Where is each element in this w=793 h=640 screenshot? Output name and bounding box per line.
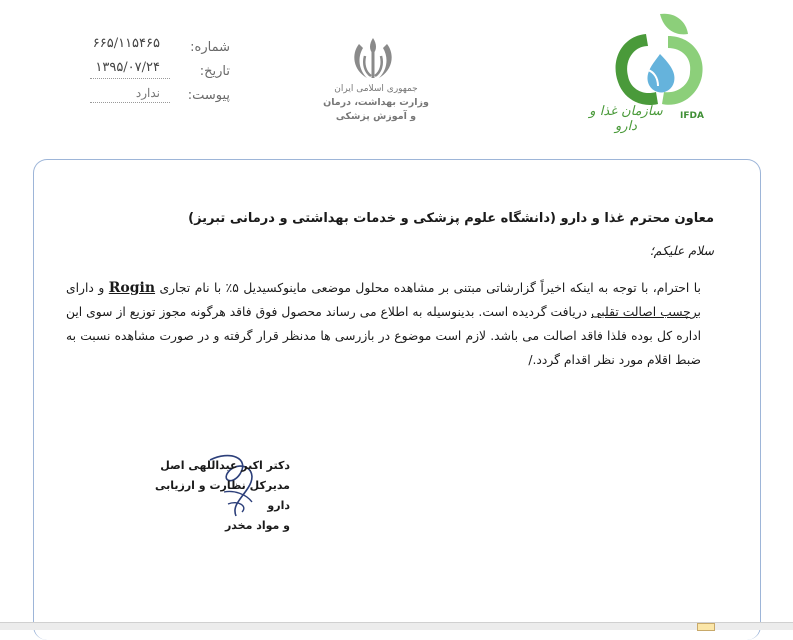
date-label: تاریخ: [199, 64, 230, 79]
letter-recipient: معاون محترم غذا و دارو (دانشگاه علوم پزشکی و خدمات بهداشتی و درمانی تبریز) [188, 211, 714, 226]
signatory-title-2: و مواد مخدر [224, 519, 290, 532]
brand-name: Rogin [108, 280, 156, 296]
org-abbreviation: IFDA [680, 111, 704, 121]
body-text-3: دریافت گردیده است. بدینوسیله به اطلاع می رساند محصول فوق فاقد هرگونه مجوز توزیع از سوی این اداره کل بوده فلذا فاقد اصالت می باشد. لازم است موضوع در بازرسی ها مدنظر قرار گرفته و در صورت مشاهده نسبت به ضبط اقلام مورد نظر اقدام گردد./ [66, 305, 701, 367]
ministry-line-2: وزارت بهداشت، درمان [323, 97, 429, 108]
attachment-value: ندارد [135, 86, 160, 100]
attachment-label: پیوست: [187, 88, 230, 103]
iran-emblem-icon [341, 34, 405, 84]
meta-date-row [60, 60, 240, 84]
letter-meta [60, 36, 240, 108]
ministry-block [300, 82, 452, 124]
body-underlined-text: برچسب اصالت تقلبی [591, 305, 701, 319]
letter-greeting: سلام علیکم؛ [649, 243, 714, 258]
meta-number-row [60, 36, 240, 60]
number-value: ۶۶۵/۱۱۵۴۶۵ [92, 36, 160, 51]
date-dotted-line [90, 78, 170, 79]
signatory-name: دکتر اکبر عبداللهی اصل [160, 459, 290, 472]
body-text-2: و دارای [66, 281, 109, 295]
signatory-title-1: مدیرکل نظارت و ارزیابی دارو [155, 479, 290, 512]
signature-block [140, 456, 290, 536]
org-name-persian: سازمان غذا و دارو [589, 104, 663, 134]
meta-attachment-row [60, 84, 240, 108]
number-label: شماره: [190, 40, 230, 55]
body-text-1: با احترام، با توجه به اینکه اخیراً گزارشاتی مبتنی بر مشاهده محلول موضعی ماینوکسیدیل ۵٪ با نام تجاری [155, 281, 701, 295]
letter-body [66, 276, 701, 372]
scrollbar-thumb[interactable] [697, 623, 715, 631]
ministry-line-3: و آموزش پزشکی [335, 111, 417, 122]
letter-frame [33, 159, 761, 640]
attachment-dotted-line [90, 102, 170, 103]
ministry-line-1: جمهوری اسلامی ایران [334, 84, 418, 94]
date-value: ۱۳۹۵/۰۷/۲۴ [95, 60, 160, 75]
